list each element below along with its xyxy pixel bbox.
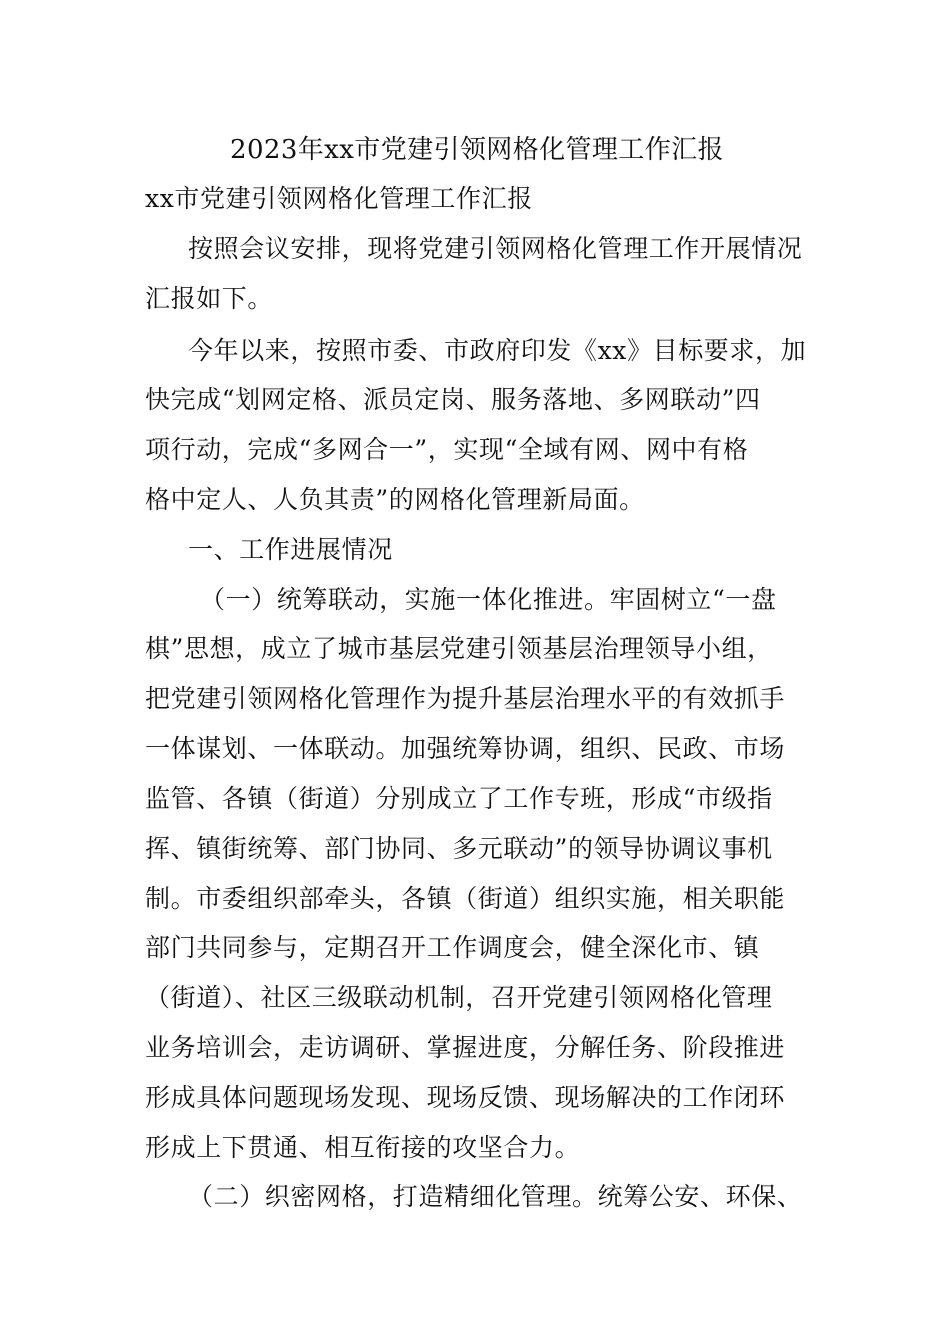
paragraph-line: 项行动，完成“多网合一”，实现“全域有网、网中有格	[145, 435, 749, 464]
document-title: 2023年xx市党建引领网格化管理工作汇报	[230, 135, 724, 165]
paragraph-line: 一体谋划、一体联动。加强统筹协调，组织、民政、市场	[145, 734, 786, 763]
paragraph-line: 棋”思想，成立了城市基层党建引领基层治理领导小组，	[145, 634, 773, 663]
paragraph-line: （街道）、社区三级联动机制，召开党建引领网格化管理	[145, 983, 773, 1012]
paragraph-line: 形成具体问题现场发现、现场反馈、现场解决的工作闭环	[145, 1083, 786, 1112]
paragraph-line: 业务培训会，走访调研、掌握进度，分解任务、阶段推进	[145, 1033, 786, 1062]
paragraph-line: 挥、镇街统筹、部门协同、多元联动”的领导协调议事机	[145, 834, 773, 863]
paragraph-line: 按照会议安排，现将党建引领网格化管理工作开展情况	[188, 234, 803, 263]
paragraph-line: 把党建引领网格化管理作为提升基层治理水平的有效抓手	[145, 684, 786, 713]
paragraph-line: （二）织密网格，打造精细化管理。统筹公安、环保、	[188, 1182, 803, 1211]
paragraph-line: 监管、各镇（街道）分别成立了工作专班，形成“市级指	[145, 784, 773, 813]
paragraph-line: （一）统筹联动，实施一体化推进。牢固树立“一盘	[200, 585, 777, 614]
paragraph-line: 快完成“划网定格、派员定岗、服务落地、多网联动”四	[145, 385, 761, 414]
section-heading: 一、工作进展情况	[188, 535, 393, 564]
paragraph-line: 汇报如下。	[145, 284, 274, 313]
paragraph-line: 部门共同参与，定期召开工作调度会，健全深化市、镇	[145, 933, 760, 962]
paragraph-line: 形成上下贯通、相互衔接的攻坚合力。	[145, 1133, 581, 1162]
document-subtitle: xx市党建引领网格化管理工作汇报	[145, 184, 533, 213]
paragraph-line: 今年以来，按照市委、市政府印发《xx》目标要求，加	[188, 336, 807, 365]
paragraph-line: 格中定人、人负其责”的网格化管理新局面。	[145, 485, 645, 514]
paragraph-line: 制。市委组织部牵头，各镇（街道）组织实施，相关职能	[145, 884, 786, 913]
